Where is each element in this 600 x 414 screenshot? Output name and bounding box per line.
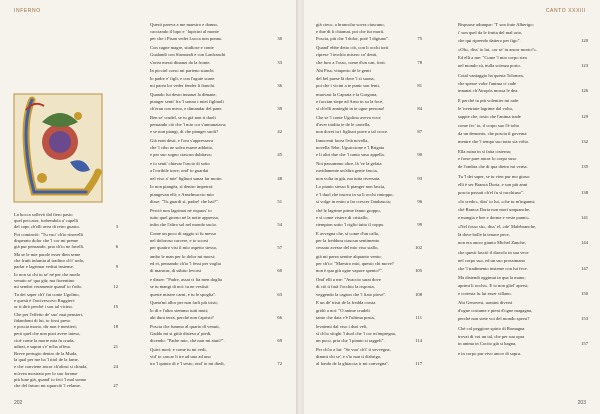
line-number: 126	[581, 88, 588, 94]
verse-line: Questi pareva a me maestro e donno,	[150, 22, 218, 27]
verse-line: dimmi chi se', e s'io non ti disbrigo,	[316, 354, 382, 359]
line-number: 33	[277, 59, 282, 65]
line-number: 99	[417, 222, 422, 227]
verse-line: lo dì e l'altro stemmo tutti muti;	[150, 307, 209, 313]
verse-line: Ben se' crudel, se tu già non ti duoli	[150, 114, 216, 120]
line-number: 48	[277, 175, 282, 181]
verse-line: gridò a noi: "O anime crudeli	[316, 307, 370, 313]
verse-line: di manicar, di sùbito levorsi	[150, 268, 202, 274]
verse-line: riprese 'l teschio misero co' denti,	[316, 52, 378, 58]
verse-line: In picciol corso mi parieno stanchi	[150, 68, 214, 74]
verse-line: i' son quel da le frutta del mal orto,	[458, 29, 523, 35]
line-number: 108	[415, 291, 422, 297]
line-number: 150	[581, 290, 588, 296]
verse-line: sì ch'elli annieghi in te ogne persona!	[316, 106, 385, 111]
verse-line: elli è ser Branca Doria, e son più anni	[458, 181, 528, 187]
verse-line: là dove bolle la tenace pece,	[458, 232, 510, 238]
verse-line: sappie che, tosto che l'anima trade	[458, 113, 521, 119]
verse-line: d'ogne costume e pieni d'ogne magagna,	[458, 308, 533, 314]
verse-line: che furo a l'osso, come d'un can, forti.	[316, 59, 386, 65]
line-number: 15	[113, 303, 118, 309]
verse-line: trovai di voi un tal, che per sua opra	[458, 333, 525, 339]
line-number: 138	[581, 189, 588, 195]
verse-line: tutto quel giorno né la notte appresso,	[150, 214, 220, 220]
verse-line: però quel che non puoi avere inteso,	[14, 331, 81, 337]
verse-line: e forse pare ancor lo corpo suso	[458, 156, 517, 162]
verse-line: Ché col peggiore spirto di Romagna	[458, 325, 525, 331]
line-number: 120	[581, 37, 588, 43]
verse-line: e due dì li chiamai, poi che fur morti.	[316, 29, 385, 35]
verse-line: a l'orribile torre; ond' io guardai	[150, 168, 209, 174]
line-number: 117	[415, 361, 422, 367]
verse-line: e 'l duol che truova in su li occhi rintoppo,	[316, 191, 394, 197]
verse-line: Gualandi con Sismondi e con Lanfranchi	[150, 52, 226, 58]
verse-line: ed ei, pensando ch'io 'l fessi per voglia	[150, 261, 221, 267]
verse-line: quel peccator, forbendola a' capelli	[14, 218, 79, 224]
verse-line: che frutti infamia al traditor ch'i' rodo,	[14, 257, 85, 263]
right-page	[304, 0, 600, 414]
line-number: 60	[277, 268, 282, 274]
line-number: 30	[277, 36, 282, 42]
verse-line: un poco, pria che 'l pianto si raggeli".	[316, 338, 385, 343]
verse-line: E un de' tristi de la fredda crosta	[316, 300, 376, 306]
verse-line: e cortesia fu lui esser villano.	[458, 290, 512, 296]
line-number: 111	[415, 314, 422, 320]
line-number: 141	[581, 214, 588, 220]
verse-line: Io non piangëa, sì dentro impetrai:	[150, 184, 214, 190]
verse-line: cioè come la morte mia fu cruda,	[14, 337, 75, 343]
verse-line: E perché tu più volentier mi rade	[458, 97, 519, 103]
verse-line: ruvidamente un'altra gente fascia,	[316, 168, 378, 174]
line-number: 96	[417, 198, 422, 204]
line-number: 105	[415, 268, 422, 274]
verse-line: da un demonio, che poscia il governa	[458, 131, 527, 137]
illuminated-initial-L-icon	[12, 92, 104, 204]
verse-line: non volta in giù, ma tutta riversata.	[316, 175, 381, 181]
line-number: 90	[417, 152, 422, 158]
running-header-left: INFERNO	[14, 8, 41, 14]
line-number: 6	[115, 244, 118, 250]
verse-line: che del futuro mi squarciò 'l velame.	[14, 383, 82, 389]
verse-line: in anima in Cocito già si bagna,	[458, 341, 517, 347]
verse-line: Perciò non lagrimai né rispuos' io	[150, 207, 212, 213]
line-number: 93	[417, 175, 422, 181]
folio-left: 202	[14, 400, 23, 406]
verse-line: per la freddura ciascun sentimento	[316, 238, 380, 243]
line-number: 132	[581, 139, 588, 144]
verse-line: già mi parea sentire alquanto vento;	[316, 254, 382, 259]
verse-line: nel mondo sù, nulla scïenza porto.	[458, 63, 521, 69]
verse-line: la qual per me ha 'l titol de la fame,	[14, 357, 79, 363]
line-number: 12	[113, 283, 118, 289]
line-number: 54	[277, 222, 282, 227]
verse-line: Che se 'l conte Ugolino aveva voce	[316, 114, 381, 120]
verse-line: E avvegna che, sì come d'un callo,	[316, 230, 380, 236]
verse-line: «Oh», diss' io lui, «or se' tu ancor morto?».	[458, 47, 538, 53]
verse-line: innanzi ch'Atropòs mossa le dea.	[458, 88, 519, 94]
line-number: 57	[277, 245, 282, 251]
verse-line: e per suo sogno ciascun dubitava;	[150, 152, 212, 158]
verse-line: Già eran desti, e l'ora s'appressava	[150, 138, 213, 143]
line-number: 27	[113, 383, 118, 389]
verse-line: Ahi Pisa, vituperio de le genti	[316, 68, 371, 74]
verse-line: udirai, e saprai s'e' m'ha offeso.	[14, 343, 72, 349]
verse-line: per quattro visi il mio aspetto stesso,	[150, 245, 218, 251]
verse-line: veggendo la cagion che 'l fiato piove".	[316, 291, 387, 297]
verse-line: e sì come visiere di cristallo,	[316, 214, 369, 220]
verse-line: del bel paese là dove 'l sì suona,	[316, 75, 375, 81]
verse-line: Gaddo mi si gittò disteso a' piedi,	[150, 330, 212, 336]
line-number: 75	[417, 36, 422, 42]
line-number: 144	[581, 240, 588, 246]
line-number: 78	[417, 59, 422, 65]
verse-line: cacciando il lupo e ' lupicini al monte	[150, 29, 219, 35]
line-number: 63	[277, 291, 282, 297]
verse-line: Ahi Genovesi, uomini diversi	[458, 300, 513, 306]
verse-line: Tu 'l dei saper, se tu vien pur mo giuso:	[458, 173, 531, 179]
verse-line: Poi cominciò: "Tu vuo' ch'io rinovelli	[14, 231, 84, 237]
verse-line: ché le lagrime prime fanno groppo,	[316, 207, 381, 213]
verse-line: che spesse volte l'anima ci cade	[458, 80, 517, 86]
verse-line: Per ch'io a lui: "Se vuo' ch'i' ti sovvegna,	[316, 346, 391, 352]
line-number: 24	[113, 363, 118, 369]
verse-line: de l'ombra che di qua dietro mi verna.	[458, 164, 528, 170]
verse-line: venuto se' qua giù; ma fiorentino	[14, 277, 75, 283]
verse-line: Poscia, più che 'l dolor, poté 'l digiuno".	[316, 36, 390, 42]
verse-line: La bocca sollevò dal fiero pasto	[14, 212, 73, 217]
line-number: 81	[417, 82, 422, 88]
verse-line: sì ch'io sfoghi 'l duol che 'l cor m'impregna,	[316, 330, 396, 336]
verse-line: s'avea messi dinanzi da la fronte.	[150, 59, 211, 65]
verse-line: al fondo de la ghiaccia ir mi convegna".	[316, 361, 390, 367]
verse-line: mi parea lor veder fender li fianchi.	[150, 82, 216, 88]
verse-line: ahi dura terra, perché non t'apristi?	[150, 314, 214, 320]
line-number: 51	[277, 198, 282, 204]
verse-line: nel viso a' mie' figliuoi sanza far motto.	[150, 175, 223, 181]
verse-line: di ciò ti farà l'occhio la risposta,	[316, 284, 375, 290]
verse-line: ch'eran con meco, e dimandar del pane.	[150, 106, 223, 111]
left-page	[0, 0, 296, 414]
line-number: 18	[113, 323, 118, 329]
verse-line: non è qua giù ogne vapore spento?".	[316, 268, 383, 274]
verse-line: Ed elli a me: "Come 'l mio corpo stea	[458, 55, 527, 61]
verse-line: Rispuose adunque: "I' son frate Alberigo;	[458, 22, 534, 27]
verse-line: e se non piangi, di che pianger suoli?	[150, 129, 219, 135]
verse-line: tra 'l quinto dì e 'l sesto; ond' io mi diedi,	[150, 361, 225, 367]
verse-line: or ti dirò perché i son tal vicino.	[14, 303, 73, 309]
verse-line: non dovei tu i figliuoi porre a tal croce.	[316, 129, 389, 135]
verse-line: ché Branca Doria non morì unquanche,	[458, 207, 531, 212]
verse-line: perché non siete voi del mondo spersi?	[458, 316, 530, 322]
verse-line: Noi passammo oltre, là 've la gelata	[316, 161, 382, 167]
verse-line: e io senti' chiavar l'uscio di sotto	[150, 161, 210, 167]
verse-line: Lo pianto stesso lì pianger non lascia,	[316, 184, 386, 190]
line-number: 21	[113, 343, 118, 349]
verse-line: cessato avesse del mio viso stallo,	[316, 245, 379, 251]
verse-line: poscia passati ch'el fu sì racchiuso".	[458, 189, 524, 195]
line-number: 157	[581, 341, 588, 347]
line-number: 84	[417, 106, 422, 111]
verse-line: m'avea mostrato per lo suo forame	[14, 371, 78, 377]
verse-line: Ma distendi oggimai in qua la mano;	[458, 275, 526, 280]
line-number: 153	[581, 316, 588, 322]
verse-line: muovasi la Capraia e la Gorgona,	[316, 91, 378, 97]
verse-line: riempion sotto 'l ciglio tutto il coppo.	[316, 222, 385, 227]
verse-line: Quand' ebbe detto ciò, con li occhi torti	[316, 45, 389, 51]
verse-line: e questi è l'arcivescovo Ruggieri:	[14, 297, 76, 303]
verse-line: «Nel fosso sù», diss' el, «de' Malebranche,	[458, 224, 537, 230]
verse-line: non era ancor giunto Michel Zanche,	[458, 240, 526, 246]
verse-line: che qui riprendo dattero per figo".	[458, 37, 521, 43]
verse-line: Tu dei saper ch'i' fui conte Ugolino,	[14, 291, 80, 297]
verse-line: queste misere carni, e tu le spoglia".	[150, 291, 217, 297]
line-number: 36	[277, 82, 282, 88]
verse-line: del capo ch'elli avea di retro guasto.	[14, 224, 81, 230]
verse-line: infin che l'altro sol nel mondo uscìo.	[150, 222, 218, 227]
verse-line: e mangia e bee e dorme e veste panni».	[458, 214, 531, 220]
line-number: 135	[581, 164, 588, 170]
line-number: 39	[277, 106, 282, 111]
verse-line: disperato dolor che 'l cor mi preme	[14, 238, 79, 243]
verse-line: poi che i vicini a te punir son lenti,	[316, 82, 380, 88]
verse-line: nel corpo suo, ed un suo prossimano	[458, 257, 525, 263]
verse-line: tanto che data v'è l'ultima posta,	[316, 314, 375, 320]
verse-line: Innocenti facea l'età novella,	[316, 138, 369, 143]
verse-line: che questi lasciò il diavolo in sua vece	[458, 249, 529, 255]
verse-line: e in corpo par vivo ancor di sopra.	[458, 350, 522, 356]
verse-line: Io non so chi tu se' né per che modo	[14, 271, 81, 277]
verse-line: Breve pertugio dentro de la Muda,	[14, 351, 78, 357]
line-number: 42	[277, 129, 282, 135]
folio-right: 203	[577, 400, 586, 406]
verse-line: pensando ciò che 'l mio cor s'annunziava;	[150, 122, 227, 127]
line-number: 45	[277, 152, 282, 158]
verse-line: Queta'mi allor per non farli più tristi;	[150, 300, 218, 306]
line-number: 147	[581, 265, 588, 271]
verse-line: pianger senti' fra 'l sonno i miei figliuoli	[150, 98, 224, 104]
line-number: 87	[417, 129, 422, 135]
verse-line: già cieco, a brancolar sovra ciascuno,	[316, 22, 385, 27]
verse-line: Cotal vantaggio ha questa Tolomea,	[458, 72, 524, 78]
verse-line: piangevan elli; e Anselmuccio mio	[150, 191, 214, 197]
verse-line: Ella ruina in sì fatta cisterna;	[458, 148, 511, 154]
line-number: 123	[581, 63, 588, 69]
verse-line: e che conviene ancor ch'altrui si chiuda,	[14, 363, 88, 369]
line-number: 9	[115, 264, 118, 269]
verse-line: «Io credo», diss' io lui, «che tu m'inganni;	[458, 199, 536, 205]
line-number: 69	[277, 338, 282, 343]
verse-line: e poscia morto, dir non è mestieri;	[14, 323, 77, 329]
verse-line: che 'l tradimento insieme con lui fece.	[458, 265, 528, 271]
verse-line: già pur pensando, pria ch'io ne favelli.	[14, 244, 85, 250]
verse-line: come fec' io, il corpo suo l'è tolto	[458, 123, 520, 129]
verse-line: vid' io cascar li tre ad uno ad uno	[150, 354, 211, 359]
verse-line: dicendo: "Padre mio, ché non mi aiuti?".	[150, 338, 225, 343]
verse-line: Ma se le mie parole esser dien seme	[14, 251, 81, 257]
line-number: 129	[581, 113, 588, 119]
verse-line: e disser: "Padre, assai ci fia men doglia	[150, 277, 223, 283]
running-header-right: CANTO XXXIII	[545, 8, 586, 14]
line-number: 114	[415, 338, 422, 343]
line-number: 102	[415, 245, 422, 251]
verse-line: nel doloroso carcere, e io scorsi	[150, 238, 209, 243]
verse-line: disse: "Tu guardi sì, padre! che hai?".	[150, 198, 219, 204]
verse-line: ambo le man per lo dolor mi morsi;	[150, 254, 216, 259]
verse-line: lo padre e' figli, e con l'agute scane	[150, 75, 215, 81]
verse-line: mi sembri veramente quand' io t'odo.	[14, 283, 82, 289]
verse-line: più lune già, quand' io feci 'l mal sonno	[14, 377, 87, 383]
book-gutter	[296, 0, 304, 414]
verse-line: aprimi li occhi». E io non gliel' apersi;	[458, 282, 529, 288]
verse-line: le 'nvetriate lagrime dal volto,	[458, 105, 514, 111]
verse-line: se tu mangi di noi: tu ne vestisti	[150, 284, 209, 290]
verse-line: novella Tebe, Uguiccione e 'l Brigata	[316, 145, 385, 151]
verse-line: fidandomi di lui, io fossi preso	[14, 317, 71, 323]
verse-line: e faccian siepe ad Arno in su la foce,	[316, 98, 384, 104]
verse-line: e li altri due che 'l canto suso appella.	[316, 152, 385, 158]
line-number: 66	[277, 314, 282, 320]
verse-line: si volge in entro a far crescer l'ambascia;	[316, 198, 391, 204]
verse-line: Quivi morì; e come tu mi vedi,	[150, 346, 207, 352]
verse-line: Con cagne magre, studiose e conte	[150, 45, 214, 51]
verse-line: parlar e lagrimar vedrai insieme.	[14, 264, 74, 269]
verse-line: Poscia che fummo al quarto dì venuti,	[150, 323, 220, 329]
verse-line: per ch'io: "Maestro mio, questo chi move?	[316, 261, 394, 267]
verse-line: d'aver tradita te de le castella,	[316, 122, 371, 127]
verse-line: che 'l cibo ne solea essere addotto,	[150, 145, 214, 151]
verse-line: Che per l'effetto de' suo' mai pensieri,	[14, 311, 84, 317]
line-number: 3	[115, 224, 118, 230]
verse-line: Quando fui desto innanzi la dimane,	[150, 91, 217, 97]
verse-line: mentre che 'l tempo suo tutto sia vòlto.	[458, 139, 530, 144]
verse-line: per che i Pisan veder Lucca non ponno.	[150, 36, 223, 42]
verse-line: levatemi dal viso i duri veli,	[316, 323, 368, 329]
verse-line: Come un poco di raggio si fu messo	[150, 230, 217, 236]
verse-line: Ond' elli a me: "Avaccio sarai dove	[316, 277, 381, 283]
line-number: 72	[277, 361, 282, 367]
